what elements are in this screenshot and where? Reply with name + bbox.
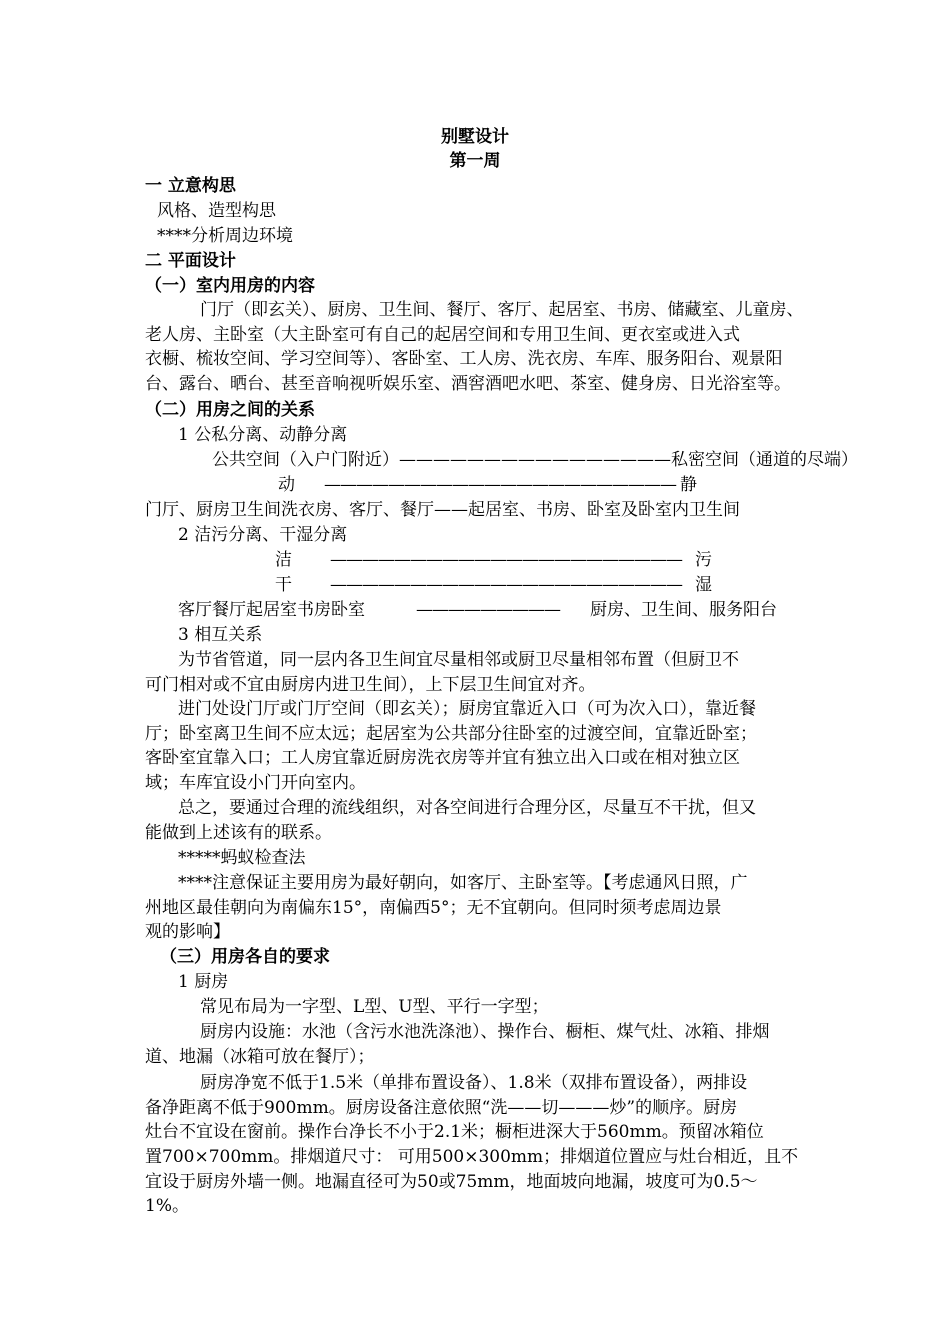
paragraph-line: 宜设于厨房外墙一侧。地漏直径可为50或75mm，地面坡向地漏，坡度可为0.5～ [145, 1172, 758, 1192]
relation-label: 洁 [275, 550, 292, 570]
list-item: 1 厨房 [178, 972, 229, 992]
paragraph-line: 备净距离不低于900mm。厨房设备注意依照“洗——切———炒”的顺序。厨房 [145, 1098, 738, 1118]
section-heading: 二 平面设计 [145, 251, 236, 271]
paragraph-line: 进门处设门厅或门厅空间（即玄关）；厨房宜靠近入口（可为次入口），靠近餐 [178, 699, 756, 719]
list-item: 3 相互关系 [178, 625, 263, 645]
paragraph-line: 总之，要通过合理的流线组织，对各空间进行合理分区，尽量互不干扰，但又 [178, 798, 756, 818]
text-line: 风格、造型构思 [157, 201, 276, 221]
paragraph-line: 厨房净宽不低于1.5米（单排布置设备）、1.8米（双排布置设备），两排设 [200, 1073, 748, 1093]
text-line: ****分析周边环境 [157, 226, 293, 246]
paragraph-line: 域；车库宜设小门开向室内。 [145, 773, 366, 793]
paragraph-line: 可门相对或不宜由厨房内进卫生间），上下层卫生间宜对齐。 [145, 675, 596, 695]
doc-title: 别墅设计 [441, 127, 509, 147]
paragraph-line: 厅；卧室离卫生间不应太远；起居室为公共部分往卧室的过渡空间，宜靠近卧室； [145, 724, 757, 744]
relation-dash: —————————————————————— [330, 575, 682, 595]
section-heading: 一 立意构思 [145, 176, 236, 196]
paragraph-line: 常见布局为一字型、L型、U型、平行一字型； [200, 997, 549, 1017]
paragraph-line: 老人房、主卧室（大主卧室可有自己的起居空间和专用卫生间、更衣室或进入式 [145, 325, 740, 345]
paragraph-line: ****注意保证主要用房为最好朝向，如客厅、主卧室等。【考虑通风日照，广 [178, 873, 748, 893]
paragraph-line: 门厅（即玄关）、厨房、卫生间、餐厅、客厅、起居室、书房、储藏室、儿童房、 [200, 300, 804, 320]
paragraph-line: 道、地漏（冰箱可放在餐厅）； [145, 1047, 375, 1067]
paragraph-line: 台、露台、晒台、甚至音响视听娱乐室、酒窖酒吧水吧、茶室、健身房、日光浴室等。 [145, 374, 791, 394]
relation-label: 污 [695, 550, 712, 570]
subsection-heading: （二）用房之间的关系 [145, 400, 315, 420]
subsection-heading: （一）室内用房的内容 [145, 276, 315, 296]
paragraph-line: 为节省管道，同一层内各卫生间宜尽量相邻或厨卫尽量相邻布置（但厨卫不 [178, 650, 739, 670]
relation-dash: ————————— [416, 600, 560, 620]
paragraph-line: 灶台不宜设在窗前。操作台净长不小于2.1米；橱柜进深大于560mm。预留冰箱位 [145, 1122, 764, 1142]
paragraph-line: 衣橱、梳妆空间、学习空间等）、客卧室、工人房、洗衣房、车库、服务阳台、观景阳 [145, 349, 783, 369]
paragraph-line: 1%。 [145, 1196, 189, 1216]
paragraph-line: 观的影响】 [145, 922, 230, 942]
paragraph-line: 客卧室宜靠入口；工人房宜靠近厨房洗衣房等并宜有独立出入口或在相对独立区 [145, 748, 740, 768]
relation-line: 公共空间（入户门附近）————————————————私密空间（通道的尽端） [212, 450, 858, 470]
list-item: 1 公私分离、动静分离 [178, 425, 348, 445]
doc-subtitle: 第一周 [449, 151, 501, 171]
paragraph-line: 置700×700mm。排烟道尺寸： 可用500×300mm；排烟道位置应与灶台相近，且不 [145, 1147, 799, 1167]
paragraph-line: 厨房内设施：水池（含污水池洗涤池）、操作台、橱柜、煤气灶、冰箱、排烟 [200, 1022, 770, 1042]
subsection-heading: （三）用房各自的要求 [160, 947, 330, 967]
relation-label: 干 [275, 575, 292, 595]
paragraph-line: 能做到上述该有的联系。 [145, 823, 332, 843]
relation-label: 湿 [695, 575, 712, 595]
relation-label: 厨房、卫生间、服务阳台 [590, 600, 777, 620]
list-item: 2 洁污分离、干湿分离 [178, 525, 348, 545]
paragraph-line: *****蚂蚁检查法 [178, 848, 306, 868]
relation-line: 门厅、厨房卫生间洗衣房、客厅、餐厅——起居室、书房、卧室及卧室内卫生间 [145, 500, 740, 520]
relation-label: 动 [278, 475, 295, 495]
relation-label: 客厅餐厅起居室书房卧室 [178, 600, 365, 620]
relation-dash: —————————————————————— [324, 475, 676, 495]
paragraph-line: 州地区最佳朝向为南偏东15°，南偏西5°；无不宜朝向。但同时须考虑周边景 [145, 898, 722, 918]
relation-label: 静 [680, 475, 697, 495]
relation-dash: —————————————————————— [330, 550, 682, 570]
